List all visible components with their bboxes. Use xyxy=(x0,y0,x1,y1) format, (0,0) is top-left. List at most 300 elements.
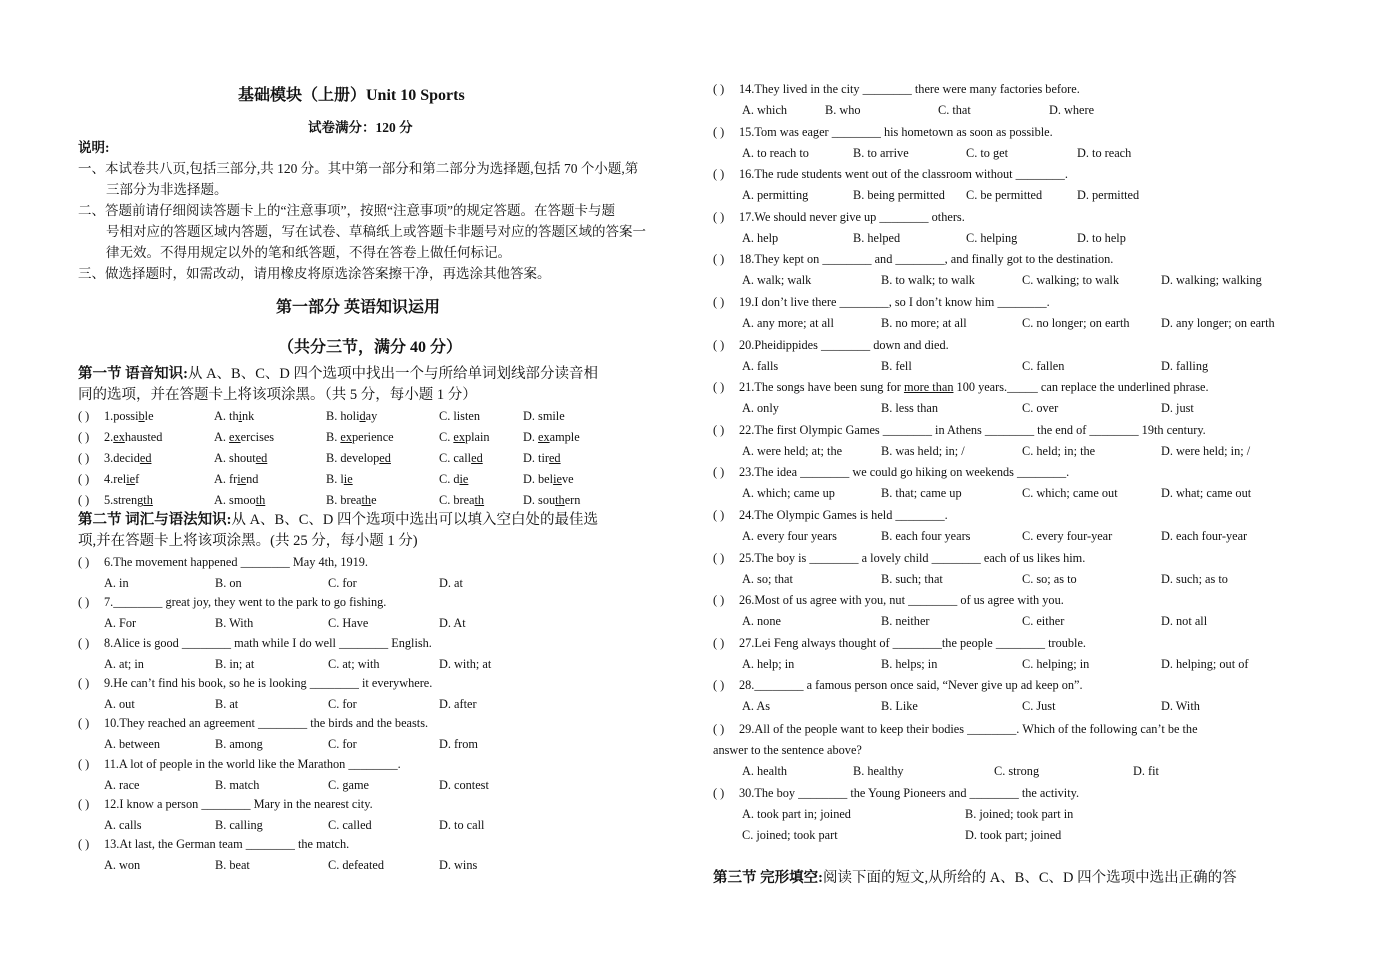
option-a[interactable]: A. any more; at all xyxy=(742,316,834,330)
question-options xyxy=(104,575,668,591)
option-a[interactable]: A. were held; at; the xyxy=(742,443,843,458)
option-underlined: th xyxy=(474,493,485,507)
option-c[interactable]: C. so; as to xyxy=(1022,571,1077,586)
question-row xyxy=(78,471,668,487)
question-paren: ( ) xyxy=(78,430,90,444)
option-a[interactable]: A. which; came up xyxy=(742,486,835,501)
section3-heading xyxy=(713,870,1237,886)
question-paren: ( ) xyxy=(78,451,90,465)
option-a[interactable]: A. so; that xyxy=(742,571,793,586)
stem-underlined: more than xyxy=(903,380,954,395)
option-c[interactable]: C. to get xyxy=(966,145,1009,160)
option-text: C. brea xyxy=(439,493,475,507)
option-a[interactable]: A. every four years xyxy=(742,529,837,543)
question-stem: 10.They reached an agreement ________ the birds and the beasts. xyxy=(104,716,429,731)
option-c[interactable]: C. for xyxy=(328,737,357,752)
option-text: D. bel xyxy=(523,472,554,486)
option-b[interactable]: B. in; at xyxy=(215,656,255,671)
option-a[interactable]: A. permitting xyxy=(742,188,809,203)
question-paren: ( ) xyxy=(78,409,90,423)
question-stem xyxy=(104,492,153,508)
question-paren: ( ) xyxy=(713,593,725,608)
question-options xyxy=(739,358,1303,374)
option-underlined: th xyxy=(255,493,266,507)
option-d[interactable]: D. at xyxy=(439,576,463,590)
option-a[interactable]: A. at; in xyxy=(104,656,144,671)
option-b[interactable]: B. match xyxy=(215,777,260,792)
option-b[interactable]: B. fell xyxy=(881,358,912,373)
option-c[interactable]: C. called xyxy=(328,817,372,832)
question-paren: ( ) xyxy=(713,295,725,309)
question-options xyxy=(739,613,1303,629)
question-paren: ( ) xyxy=(713,550,725,565)
question-stem: 20.Pheidippides ________ down and died. xyxy=(739,337,949,352)
option-a[interactable]: A. in xyxy=(104,576,129,590)
instruction-line: 号相对应的答题区域内答题，写在试卷、草稿纸上或答题卡非题号对应的答题区域的答案一 xyxy=(106,224,646,239)
section2-label: 第二节 词汇与语法知识: xyxy=(78,512,232,528)
question-item xyxy=(713,209,1303,245)
question-options xyxy=(739,230,1303,246)
question-stem xyxy=(104,471,139,487)
question-row xyxy=(78,492,668,508)
option-b[interactable] xyxy=(326,492,377,508)
option-d[interactable]: D. were held; in; / xyxy=(1161,443,1251,458)
question-options xyxy=(104,857,668,873)
option-a[interactable]: A. which xyxy=(742,103,788,117)
option-d[interactable]: D. from xyxy=(439,737,478,752)
q30-option-a[interactable]: A. took part in; joined xyxy=(742,807,851,821)
stem-underlined: b xyxy=(138,409,145,423)
question-paren: ( ) xyxy=(713,124,725,139)
question-item xyxy=(78,836,668,873)
instruction-line: 三部分为非选择题。 xyxy=(106,182,228,197)
question-item xyxy=(713,337,1303,373)
question-paren: ( ) xyxy=(713,167,725,182)
option-d[interactable] xyxy=(523,450,561,466)
question-paren: ( ) xyxy=(78,756,90,771)
question-item xyxy=(713,464,1303,501)
option-text: C. d xyxy=(439,472,460,486)
question-item xyxy=(713,124,1303,160)
option-text: A. shout xyxy=(214,451,256,465)
option-d[interactable]: D. not all xyxy=(1161,614,1208,629)
option-b[interactable] xyxy=(326,429,394,445)
question-options xyxy=(739,315,1303,331)
question-paren: ( ) xyxy=(713,678,725,693)
option-d[interactable]: D. to call xyxy=(439,817,485,832)
question-item xyxy=(713,507,1303,543)
instruction-line: 三、做选择题时，如需改动，请用橡皮将原选涂答案擦干净，再选涂其他答案。 xyxy=(78,266,551,281)
section1-heading xyxy=(78,366,598,382)
section3-desc: 阅读下面的短文,从所给的 A、B、C、D 四个选项中选出正确的答 xyxy=(822,870,1237,886)
option-a[interactable]: A. only xyxy=(742,401,779,416)
option-underlined: th xyxy=(555,493,565,507)
question-stem xyxy=(104,429,162,445)
option-underlined: ed xyxy=(471,451,483,465)
question-item xyxy=(78,594,668,631)
question-options xyxy=(739,698,1303,714)
option-b[interactable]: B. who xyxy=(825,103,861,117)
option-a[interactable]: A. out xyxy=(104,696,135,711)
option-text: B. develop xyxy=(326,451,380,465)
option-d[interactable]: D. after xyxy=(439,696,477,711)
option-d[interactable]: D. contest xyxy=(439,777,489,792)
option-c[interactable]: C. Have xyxy=(328,616,369,631)
option-c[interactable]: C. either xyxy=(1022,614,1065,629)
option-underlined: ed xyxy=(548,451,561,465)
question-stem xyxy=(739,379,1209,395)
option-c[interactable]: C. every four-year xyxy=(1022,529,1113,543)
question-paren: ( ) xyxy=(713,508,725,522)
option-b[interactable]: B. beat xyxy=(215,858,250,873)
option-text: D. tir xyxy=(523,451,549,465)
option-b[interactable]: B. to walk; to walk xyxy=(881,273,975,288)
option-text: B. l xyxy=(326,472,344,486)
option-d[interactable]: D. permitted xyxy=(1077,188,1140,203)
option-a[interactable] xyxy=(214,471,258,487)
option-d[interactable]: D. with; at xyxy=(439,656,492,671)
question-stem xyxy=(104,408,154,424)
q29-option-d[interactable]: D. fit xyxy=(1133,764,1159,778)
option-text: B. xyxy=(326,430,341,444)
stem-underlined: th xyxy=(143,493,153,507)
option-a[interactable]: A. none xyxy=(742,614,781,629)
option-text: ercises xyxy=(240,430,275,444)
option-text: ern xyxy=(564,493,581,507)
option-b[interactable]: B. at xyxy=(215,696,239,711)
stem-text: f xyxy=(135,472,140,486)
option-d[interactable]: D. At xyxy=(439,616,466,631)
option-a[interactable]: A. won xyxy=(104,858,141,873)
question-options xyxy=(104,736,668,752)
option-underlined: ex xyxy=(340,430,352,444)
option-text: ay xyxy=(365,409,378,423)
option-d[interactable]: D. to help xyxy=(1077,230,1126,245)
option-b[interactable]: B. such; that xyxy=(881,571,943,586)
option-text: D. xyxy=(523,430,539,444)
option-text: e xyxy=(371,493,377,507)
option-underlined: ie xyxy=(553,472,562,486)
option-c[interactable]: C. for xyxy=(328,576,357,590)
option-d[interactable] xyxy=(523,408,565,424)
question-options xyxy=(104,696,668,712)
section2-desc: 从 A、B、C、D 四个选项中选出可以填入空白处的最佳选 xyxy=(231,512,598,528)
option-d[interactable]: D. what; came out xyxy=(1161,486,1252,501)
option-c[interactable]: C. helping xyxy=(966,230,1018,245)
option-d[interactable]: D. wins xyxy=(439,858,478,873)
stem-text: 2. xyxy=(104,430,114,444)
question-options xyxy=(739,102,1303,118)
question-item xyxy=(713,635,1303,671)
option-c[interactable]: C. game xyxy=(328,777,369,792)
option-b[interactable] xyxy=(326,408,377,424)
option-c[interactable]: C. Just xyxy=(1022,699,1056,714)
option-c[interactable]: C. held; in; the xyxy=(1022,443,1096,458)
question-stem: 7.________ great joy, they went to the park to go fishing. xyxy=(104,595,387,610)
stem-text: 1.possi xyxy=(104,409,139,423)
question-options xyxy=(104,817,668,833)
option-c[interactable]: C. at; with xyxy=(328,656,380,671)
question-item xyxy=(713,166,1303,203)
stem-text: hausted xyxy=(124,430,163,444)
option-underlined: d xyxy=(359,409,366,423)
option-text: A. th xyxy=(214,409,239,423)
option-b[interactable]: B. no more; at all xyxy=(881,316,967,330)
q29-options xyxy=(742,763,1306,779)
q29-option-a[interactable]: A. health xyxy=(742,764,788,778)
option-a[interactable] xyxy=(214,450,267,466)
option-a[interactable]: A. For xyxy=(104,616,137,631)
question-paren: ( ) xyxy=(713,465,725,480)
option-d[interactable] xyxy=(523,429,580,445)
option-text: A. xyxy=(214,430,230,444)
option-a[interactable] xyxy=(214,408,254,424)
option-c[interactable]: C. helping; in xyxy=(1022,656,1090,671)
stem-text: 100 years._____ can replace the underlined phrase. xyxy=(953,380,1209,395)
question-options xyxy=(739,485,1303,501)
question-item xyxy=(713,379,1303,416)
question-stem: 26.Most of us agree with you, nut ________ of us agree with you. xyxy=(739,593,1064,608)
question-paren: ( ) xyxy=(713,635,725,650)
option-d[interactable]: D. any longer; on earth xyxy=(1161,316,1275,330)
question-paren: ( ) xyxy=(713,422,725,437)
option-d[interactable]: D. such; as to xyxy=(1161,571,1228,586)
option-text: C. listen xyxy=(439,409,480,423)
q30-option-c[interactable]: C. joined; took part xyxy=(742,828,838,842)
option-a[interactable]: A. calls xyxy=(104,817,142,832)
option-a[interactable]: A. falls xyxy=(742,358,779,373)
question-options xyxy=(104,615,668,631)
question-stem: 6.The movement happened ________ May 4th, 1919. xyxy=(104,555,368,569)
option-d[interactable]: D. where xyxy=(1049,103,1095,117)
question-options xyxy=(739,272,1303,288)
question-row xyxy=(78,408,668,424)
option-underlined: ex xyxy=(229,430,241,444)
question-stem: 18.They kept on ________ and ________, and finally got to the destination. xyxy=(739,252,1114,267)
question-paren: ( ) xyxy=(78,716,90,731)
option-a[interactable] xyxy=(214,429,274,445)
option-b[interactable]: B. was held; in; / xyxy=(881,443,965,458)
question-paren: ( ) xyxy=(713,337,725,352)
option-b[interactable]: B. neither xyxy=(881,614,930,629)
stem-text: 5.streng xyxy=(104,493,144,507)
question-item xyxy=(713,81,1303,117)
q29-option-b[interactable]: B. healthy xyxy=(853,764,904,778)
stem-text: le xyxy=(144,409,154,423)
option-text: D. sou xyxy=(523,493,556,507)
option-c[interactable]: C. defeated xyxy=(328,858,384,873)
option-a[interactable]: A. help xyxy=(742,230,779,245)
option-c[interactable]: C. fallen xyxy=(1022,358,1065,373)
option-c[interactable]: C. be permitted xyxy=(966,188,1043,203)
option-c[interactable] xyxy=(439,471,468,487)
question-stem: 9.He can’t find his book, so he is looking ________ it everywhere. xyxy=(104,675,433,690)
question-item xyxy=(78,756,668,792)
q29-option-c[interactable]: C. strong xyxy=(994,764,1040,778)
question-stem: 16.The rude students went out of the classroom without ________. xyxy=(739,167,1068,182)
option-text: ve xyxy=(561,472,574,486)
option-b[interactable]: B. that; came up xyxy=(881,486,962,501)
question-item xyxy=(713,592,1303,629)
stem-text: 21.The songs have been sung for xyxy=(739,380,904,395)
option-c[interactable] xyxy=(439,429,490,445)
question-paren: ( ) xyxy=(713,252,725,267)
question-paren: ( ) xyxy=(713,209,725,224)
option-text: nd xyxy=(246,472,259,486)
section1-label: 第一节 语音知识: xyxy=(78,366,188,382)
option-text: D. smile xyxy=(523,409,565,423)
question-options xyxy=(739,187,1303,203)
question-options xyxy=(739,145,1303,161)
option-a[interactable]: A. between xyxy=(104,737,160,752)
section3-label: 第三节 完形填空: xyxy=(713,870,823,886)
question-options xyxy=(739,656,1303,672)
option-text: A. fr xyxy=(214,472,238,486)
option-d[interactable]: D. just xyxy=(1161,401,1194,416)
question-stem: 8.Alice is good ________ math while I do well ________ English. xyxy=(104,635,432,650)
option-c[interactable]: C. that xyxy=(938,103,971,117)
section1-desc2: 同的选项，并在答题卡上将该项涂黑。（共 5 分，每小题 1 分） xyxy=(78,387,477,403)
option-d[interactable]: D. helping; out of xyxy=(1161,656,1249,671)
question-item xyxy=(713,422,1303,458)
question-row xyxy=(78,450,668,466)
option-underlined: ie xyxy=(343,472,353,486)
option-d[interactable] xyxy=(523,492,580,508)
question-item xyxy=(78,635,668,671)
option-a[interactable]: A. As xyxy=(742,699,771,714)
stem-underlined: ed xyxy=(139,451,152,465)
exam-score: 试卷满分：120 分 xyxy=(308,120,413,135)
option-d[interactable]: D. falling xyxy=(1161,358,1209,373)
question-options xyxy=(739,528,1303,544)
question-paren: ( ) xyxy=(78,555,90,569)
option-b[interactable] xyxy=(326,450,391,466)
option-underlined: ex xyxy=(453,430,465,444)
question-options xyxy=(104,777,668,793)
option-text: plain xyxy=(464,430,490,444)
option-a[interactable]: A. help; in xyxy=(742,656,795,671)
part1-title: 第一部分 英语知识运用 xyxy=(276,299,441,316)
instructions-label: 说明: xyxy=(78,140,110,155)
question-paren: ( ) xyxy=(713,82,725,96)
option-c[interactable]: C. walking; to walk xyxy=(1022,273,1120,288)
question-item xyxy=(713,251,1303,288)
question-stem: 11.A lot of people in the world like the Marathon ________. xyxy=(104,756,401,771)
option-b[interactable]: B. Like xyxy=(881,699,918,714)
q29-line1: 29.All of the people want to keep their bodies ________. Which of the following can’t be the xyxy=(739,722,1198,736)
stem-text: 4.rel xyxy=(104,472,127,486)
question-paren: ( ) xyxy=(78,595,90,610)
question-paren: ( ) xyxy=(78,796,90,811)
option-b[interactable]: B. to arrive xyxy=(853,145,909,160)
q30-option-d[interactable]: D. took part; joined xyxy=(965,828,1062,842)
option-c[interactable] xyxy=(439,450,483,466)
option-b[interactable]: B. each four years xyxy=(881,529,971,543)
question-stem: 15.Tom was eager ________ his hometown as soon as possible. xyxy=(739,124,1053,139)
option-b[interactable] xyxy=(326,471,353,487)
option-c[interactable] xyxy=(439,408,480,424)
q29-paren: ( ) xyxy=(713,722,725,736)
option-c[interactable]: C. over xyxy=(1022,401,1059,416)
option-c[interactable]: C. no longer; on earth xyxy=(1022,316,1130,330)
option-d[interactable]: D. walking; walking xyxy=(1161,273,1262,288)
option-a[interactable] xyxy=(214,492,265,508)
question-paren: ( ) xyxy=(78,675,90,690)
option-underlined: i xyxy=(238,409,243,423)
section2-heading xyxy=(78,512,598,528)
question-options xyxy=(104,656,668,672)
stem-underlined: ex xyxy=(113,430,125,444)
stem-text: 3.decid xyxy=(104,451,140,465)
option-b[interactable]: B. calling xyxy=(215,817,263,832)
option-text: nk xyxy=(242,409,255,423)
question-item xyxy=(713,294,1303,330)
option-text: ample xyxy=(549,430,580,444)
question-stem: 28.________ a famous person once said, “Never give up ad keep on”. xyxy=(739,678,1083,693)
question-row xyxy=(78,429,668,445)
question-paren: ( ) xyxy=(78,472,90,486)
question-stem: 22.The first Olympic Games ________ in Athens ________ the end of ________ 19th century. xyxy=(739,422,1206,437)
option-text: B. brea xyxy=(326,493,362,507)
q29-line2: answer to the sentence above? xyxy=(713,743,862,757)
option-d[interactable]: D. With xyxy=(1161,699,1200,714)
question-stem: 24.The Olympic Games is held ________. xyxy=(739,508,948,522)
question-options xyxy=(739,571,1303,587)
option-d[interactable]: D. each four-year xyxy=(1161,529,1248,543)
option-b[interactable]: B. on xyxy=(215,576,242,590)
option-underlined: ed xyxy=(255,451,268,465)
option-c[interactable]: C. for xyxy=(328,696,357,711)
option-b[interactable]: B. among xyxy=(215,737,263,752)
option-b[interactable]: B. being permitted xyxy=(853,188,945,203)
option-underlined: th xyxy=(361,493,372,507)
question-item xyxy=(78,554,668,590)
question-stem: 19.I don’t live there ________, so I don’t know him ________. xyxy=(739,295,1050,309)
q30-paren: ( ) xyxy=(713,786,725,800)
option-a[interactable]: A. walk; walk xyxy=(742,273,812,288)
question-stem: 27.Lei Feng always thought of ________the people ________ trouble. xyxy=(739,635,1086,650)
option-b[interactable]: B. helps; in xyxy=(881,656,938,671)
question-stem: 14.They lived in the city ________ there were many factories before. xyxy=(739,82,1080,96)
instruction-line: 二、答题前请仔细阅读答题卡上的“注意事项”，按照“注意事项”的规定答题。在答题卡与题 xyxy=(78,203,615,218)
option-text: perience xyxy=(351,430,394,444)
option-d[interactable]: D. to reach xyxy=(1077,145,1132,160)
exam-title: 基础模块（上册）Unit 10 Sports xyxy=(238,87,465,104)
question-options xyxy=(739,443,1303,459)
option-b[interactable]: B. With xyxy=(215,616,254,631)
question-paren: ( ) xyxy=(78,635,90,650)
section2-desc2: 项,并在答题卡上将该项涂黑。(共 25 分，每小题 1 分) xyxy=(78,533,418,549)
question-options xyxy=(739,400,1303,416)
question-item xyxy=(713,550,1303,586)
option-b[interactable]: B. less than xyxy=(881,401,939,416)
question-stem: 12.I know a person ________ Mary in the nearest city. xyxy=(104,796,373,811)
option-text: C. xyxy=(439,430,454,444)
question-stem: 13.At last, the German team ________ the match. xyxy=(104,837,350,852)
option-text: B. holi xyxy=(326,409,360,423)
q30-option-b[interactable]: B. joined; took part in xyxy=(965,807,1074,821)
option-b[interactable]: B. helped xyxy=(853,230,901,245)
question-stem xyxy=(104,450,151,466)
option-a[interactable]: A. to reach to xyxy=(742,145,809,160)
option-a[interactable]: A. race xyxy=(104,777,140,792)
question-stem: 23.The idea ________ we could go hiking on weekends ________. xyxy=(739,465,1070,480)
option-c[interactable] xyxy=(439,492,484,508)
option-underlined: ex xyxy=(538,430,550,444)
instruction-line: 律无效。不得用规定以外的笔和纸答题，不得在答卷上做任何标记。 xyxy=(106,245,511,260)
option-c[interactable]: C. which; came out xyxy=(1022,486,1118,501)
option-d[interactable] xyxy=(523,471,574,487)
